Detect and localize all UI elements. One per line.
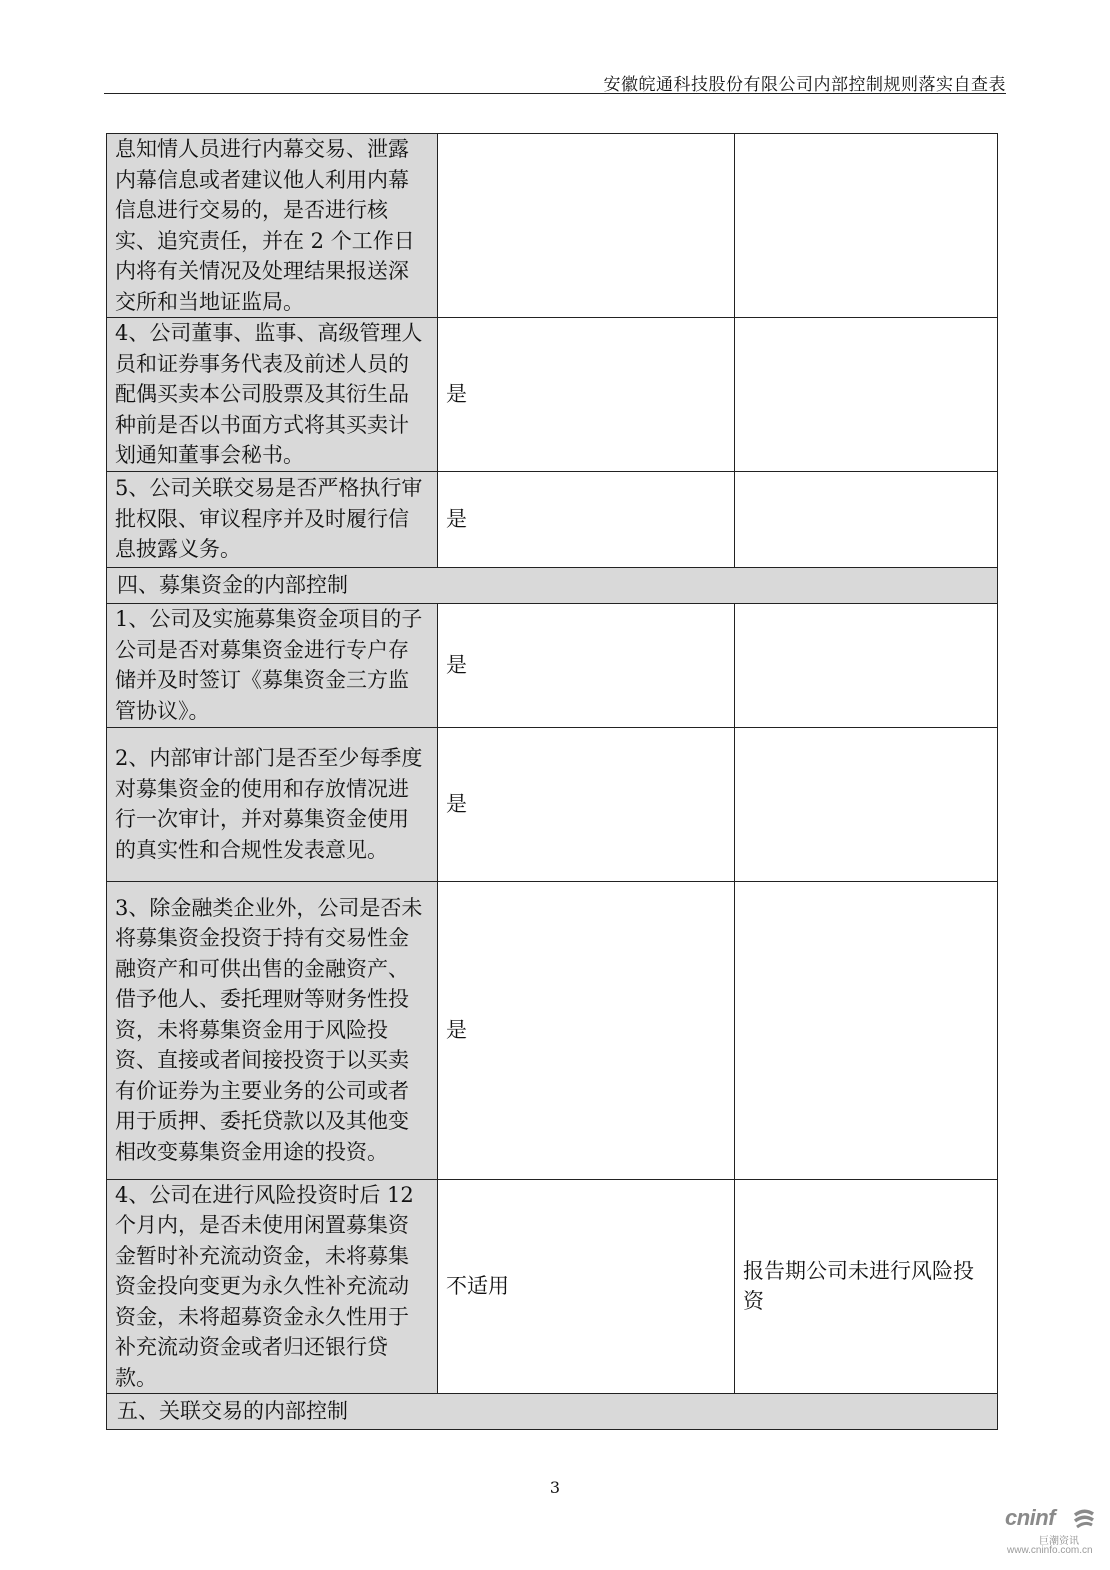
result-cell: 是: [438, 603, 735, 727]
note-cell: [735, 881, 998, 1179]
result-cell: [438, 134, 735, 318]
page-number: 3: [549, 1478, 561, 1497]
result-cell: 是: [438, 881, 735, 1179]
note-cell: 报告期公司未进行风险投资: [735, 1179, 998, 1394]
table-row: [107, 1179, 998, 1394]
table-row: [107, 881, 998, 1179]
note-cell: [735, 727, 998, 881]
check-item-cell: 息知情人员进行内幕交易、泄露内幕信息或者建议他人利用内幕信息进行交易的，是否进行核实、追究责任，并在 2 个工作日内将有关情况及处理结果报送深交所和当地证监局。: [107, 134, 438, 318]
section-heading: 四、募集资金的内部控制: [107, 567, 998, 603]
cninfo-logo: [1005, 1505, 1105, 1565]
table-row: [107, 318, 998, 472]
result-cell: 是: [438, 471, 735, 567]
logo-wordmark: cninf: [1005, 1505, 1056, 1530]
table-row: [107, 134, 998, 318]
logo-swirl-icon: [1071, 1506, 1097, 1532]
logo-url: www.cninfo.com.cn: [1007, 1545, 1093, 1556]
document-header-title: 安徽皖通科技股份有限公司内部控制规则落实自查表: [603, 75, 1006, 95]
note-cell: [735, 471, 998, 567]
table-row: [107, 471, 998, 567]
section-heading-row: [107, 567, 998, 603]
check-item-cell: 4、公司在进行风险投资时后 12 个月内，是否未使用闲置募集资金暂时补充流动资金，未将募集资金投向变更为永久性补充流动资金，未将超募资金永久性用于补充流动资金或者归还银行贷款。: [107, 1179, 438, 1394]
note-cell: [735, 134, 998, 318]
section-heading: 五、关联交易的内部控制: [107, 1394, 998, 1430]
result-cell: 是: [438, 318, 735, 472]
check-item-cell: 2、内部审计部门是否至少每季度对募集资金的使用和存放情况进行一次审计，并对募集资金使用的真实性和合规性发表意见。: [107, 727, 438, 881]
table-row: [107, 727, 998, 881]
result-cell: 不适用: [438, 1179, 735, 1394]
note-cell: [735, 603, 998, 727]
check-item-cell: 3、除金融类企业外，公司是否未将募集资金投资于持有交易性金融资产和可供出售的金融资产、借予他人、委托理财等财务性投资，未将募集资金用于风险投资、直接或者间接投资于以买卖有价证券为主要业务的公司或者用于质押、委托贷款以及其他变相改变募集资金用途的投资。: [107, 881, 438, 1179]
check-item-cell: 5、公司关联交易是否严格执行审批权限、审议程序并及时履行信息披露义务。: [107, 471, 438, 567]
self-check-table: [106, 133, 998, 1430]
note-cell: [735, 318, 998, 472]
result-cell: 是: [438, 727, 735, 881]
check-item-cell: 4、公司董事、监事、高级管理人员和证券事务代表及前述人员的配偶买卖本公司股票及其衍生品种前是否以书面方式将其买卖计划通知董事会秘书。: [107, 318, 438, 472]
section-heading-row: [107, 1394, 998, 1430]
logo-chinese-name: 巨潮资讯: [1039, 1536, 1079, 1547]
check-item-cell: 1、公司及实施募集资金项目的子公司是否对募集资金进行专户存储并及时签订《募集资金三方监管协议》。: [107, 603, 438, 727]
header-rule: [104, 93, 1006, 94]
table-row: [107, 603, 998, 727]
